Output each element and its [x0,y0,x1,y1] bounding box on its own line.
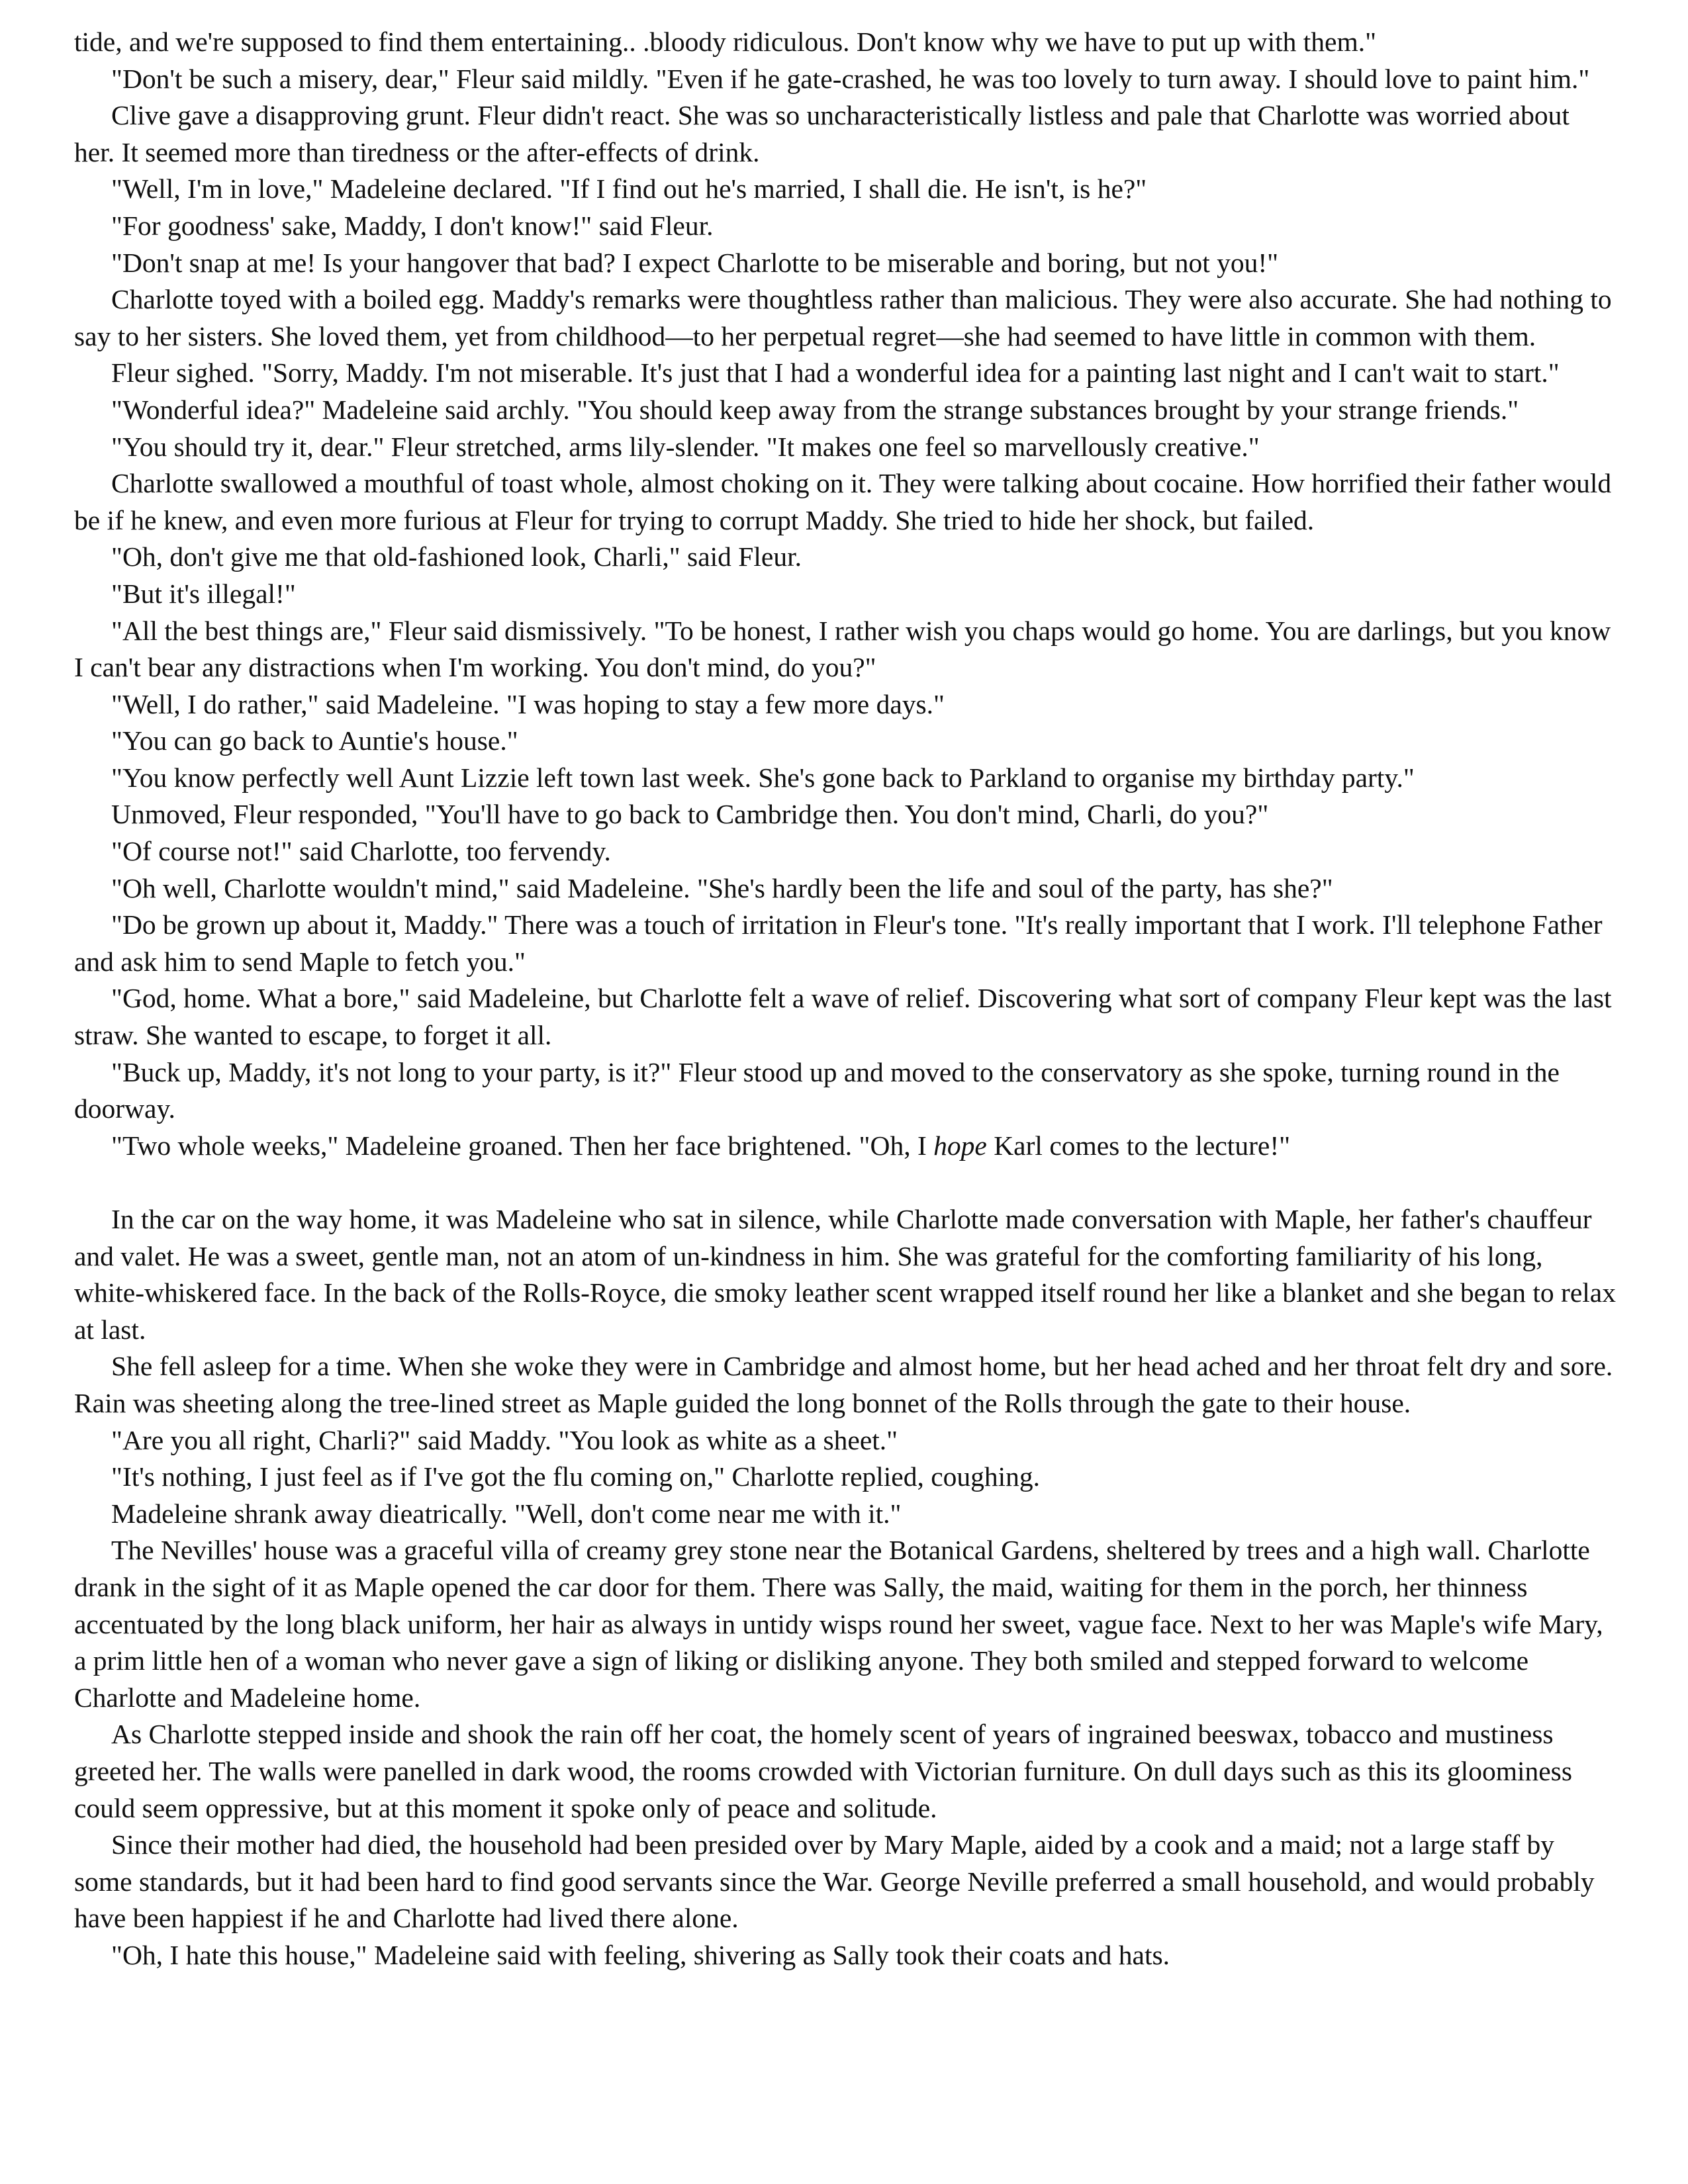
paragraph: As Charlotte stepped inside and shook the rain off her coat, the homely scent of years of ingrained beeswax, tobacco and mustiness greeted her. The walls were panelled in dark wood, the rooms crowded with Victorian furniture. On dull days such as this its gloominess could seem oppressive, but at this moment it spoke only of peace and solitude. [74,1719,1572,1823]
paragraph: "Do be grown up about it, Maddy." There was a touch of irritation in Fleur's tone. "It's really important that I work. I'll telephone Father and ask him to send Maple to fetch you." [74,909,1603,977]
paragraph: Since their mother had died, the household had been presided over by Mary Maple, aided by a cook and a maid; not a large staff by some standards, but it had been hard to find good servants since the War. George Neville preferred a small household, and would probably have been happiest if he and Charlotte had lived there alone. [74,1829,1595,1934]
paragraph: "It's nothing, I just feel as if I've got the flu coming on," Charlotte replied, coughing. [111,1461,1041,1492]
paragraph: "Are you all right, Charli?" said Maddy. "You look as white as a sheet." [111,1424,898,1455]
paragraph [74,1128,1617,1165]
paragraph: "Don't be such a misery, dear," Fleur said mildly. "Even if he gate-crashed, he was too lovely to turn away. I should love to paint him." [111,63,1590,94]
paragraph: "Oh, don't give me that old-fashioned look, Charli," said Fleur. [111,541,802,572]
paragraph: "Buck up, Maddy, it's not long to your party, is it?" Fleur stood up and moved to the conservatory as she spoke, turning round in the doorway. [74,1056,1560,1124]
paragraph: Charlotte swallowed a mouthful of toast whole, almost choking on it. They were talking about cocaine. How horrified their father would be if he knew, and even more furious at Fleur for trying to corrupt Maddy. She tried to hide her shock, but failed. [74,468,1612,535]
paragraph: Madeleine shrank away dieatrically. "Well, don't come near me with it." [111,1498,902,1529]
paragraph: "Well, I'm in love," Madeleine declared. "If I find out he's married, I shall die. He isn't, is he?" [111,173,1147,205]
paragraph-text: "Two whole weeks," Madeleine groaned. Then her face brightened. "Oh, I [111,1130,934,1161]
paragraph: She fell asleep for a time. When she woke they were in Cambridge and almost home, but her head ached and her throat felt dry and sore. Rain was sheeting along the tree-lined street as Maple guided the long bonnet of the Rolls through the gate to their house. [74,1351,1613,1418]
paragraph: "Wonderful idea?" Madeleine said archly. "You should keep away from the strange substances brought by your strange friends." [111,394,1519,425]
paragraph: "You can go back to Auntie's house." [111,725,518,756]
paragraph: Clive gave a disapproving grunt. Fleur didn't react. She was so uncharacteristically listless and pale that Charlotte was worried about her. It seemed more than tiredness or the after-effects of drink. [74,100,1570,167]
paragraph: "God, home. What a bore," said Madeleine, but Charlotte felt a wave of relief. Discovering what sort of company Fleur kept was the last straw. She wanted to escape, to forget it all. [74,983,1612,1051]
paragraph: "You know perfectly well Aunt Lizzie left town last week. She's gone back to Parkland to organise my birthday party." [111,762,1415,793]
paragraph: The Nevilles' house was a graceful villa of creamy grey stone near the Botanical Gardens, sheltered by trees and a high wall. Charlotte drank in the sight of it as Maple opened the car door for them. There was Sally, the maid, waiting for them in the porch, her thinness accentuated by the long black uniform, her hair as always in untidy wisps round her sweet, vague face. Next to her was Maple's wife Mary, a prim little hen of a woman who never gave a sign of liking or disliking anyone. They both smiled and stepped forward to welcome Charlotte and Madeleine home. [74,1535,1603,1713]
paragraph: "But it's illegal!" [111,578,296,609]
paragraph: "Well, I do rather," said Madeleine. "I was hoping to stay a few more days." [111,688,945,719]
paragraph: tide, and we're supposed to find them entertaining.. .bloody ridiculous. Don't know why we have to put up with them." [74,26,1377,57]
paragraph: "Of course not!" said Charlotte, too fervendy. [111,836,611,867]
paragraph: Fleur sighed. "Sorry, Maddy. I'm not miserable. It's just that I had a wonderful idea for a painting last night and I can't wait to start." [111,357,1560,388]
paragraph: Charlotte toyed with a boiled egg. Maddy's remarks were thoughtless rather than malicious. They were also accurate. She had nothing to say to her sisters. She loved them, yet from childhood—to her perpetual regret—she had seemed to have little in common with them. [74,284,1612,351]
body-text [74,24,1617,1974]
paragraph-section-start: In the car on the way home, it was Madeleine who sat in silence, while Charlotte made conversation with Maple, her father's chauffeur and valet. He was a sweet, gentle man, not an atom of un-kindness in him. She was grateful for the comforting familiarity of his long, white-whiskered face. In the back of the Rolls-Royce, die smoky leather scent wrapped itself round her like a blanket and she began to relax at last. [74,1204,1616,1345]
paragraph: "You should try it, dear." Fleur stretched, arms lily-slender. "It makes one feel so marvellously creative." [111,431,1260,462]
paragraph: "Don't snap at me! Is your hangover that bad? I expect Charlotte to be miserable and boring, but not you!" [111,247,1279,278]
paragraph: Unmoved, Fleur responded, "You'll have to go back to Cambridge then. You don't mind, Charli, do you?" [111,799,1269,830]
paragraph: "Oh well, Charlotte wouldn't mind," said Madeleine. "She's hardly been the life and soul of the party, has she?" [111,872,1333,903]
paragraph: "Oh, I hate this house," Madeleine said with feeling, shivering as Sally took their coats and hats. [111,1939,1170,1970]
paragraph: "All the best things are," Fleur said dismissively. "To be honest, I rather wish you chaps would go home. You are darlings, but you know I can't bear any distractions when I'm working. You don't mind, do you?" [74,615,1611,683]
emphasis-text: hope [933,1130,987,1161]
paragraph: "For goodness' sake, Maddy, I don't know!" said Fleur. [111,210,714,241]
paragraph-text: Karl comes to the lecture!" [986,1130,1291,1161]
